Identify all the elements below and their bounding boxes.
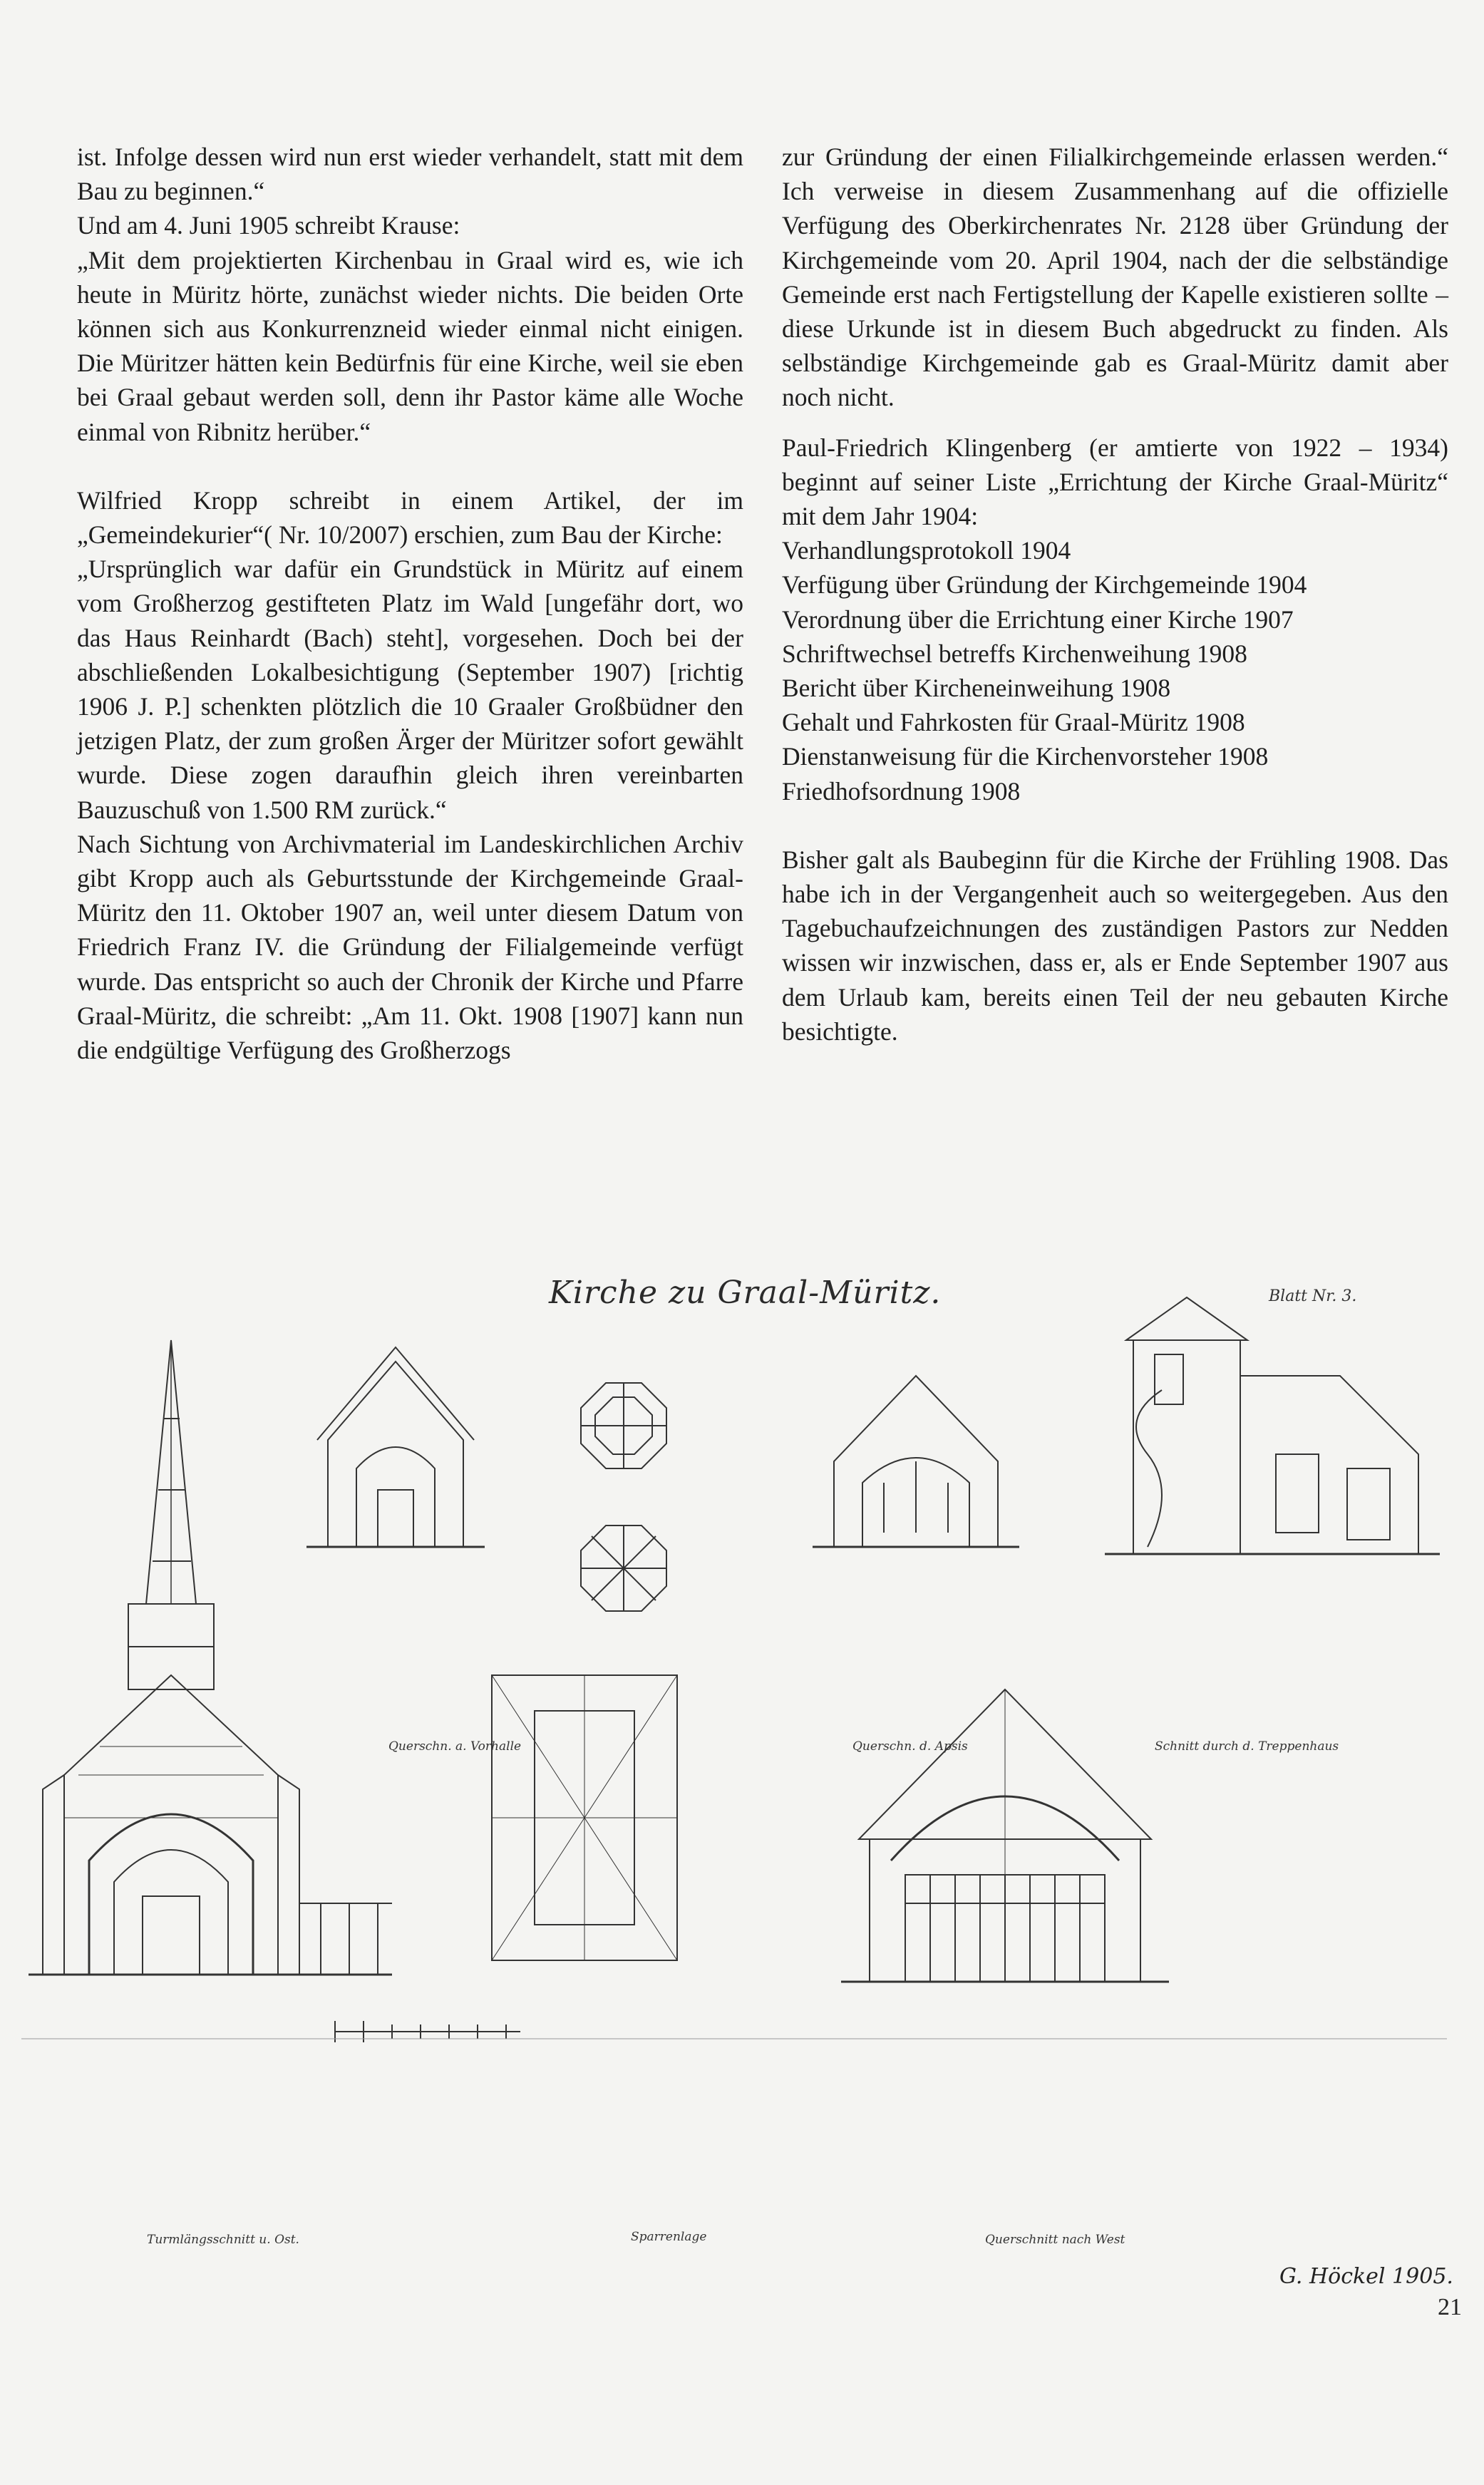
architect-signature: G. Höckel 1905. — [1279, 2264, 1453, 2289]
cross-section-west-drawing — [841, 1689, 1169, 1982]
list-item: Verordnung über die Errichtung einer Kirche 1907 — [782, 604, 1294, 634]
caption-tower-section: Turmlängsschnitt u. Ost. — [147, 2233, 299, 2247]
cross-section-hall-drawing — [306, 1347, 485, 1547]
sheet-number: Blatt Nr. 3. — [1269, 1287, 1357, 1305]
drawing-title: Kirche zu Graal-Müritz. — [549, 1275, 942, 1311]
paragraph: Bisher galt als Baubeginn für die Kirche der Frühling 1908. Das habe ich in der Vergangenheit auch so weitergegeben. Aus den Tagebuchaufzeichnungen des zuständigen Pastors zur Nedden wissen wir inzwischen, dass er, als er Ende September 1907 aus dem Urlaub kam, bereits einen Teil der neu gebauten Kirche besichtigte. — [782, 845, 1448, 1046]
caption-roof-plan: Sparrenlage — [631, 2230, 707, 2244]
list-item: Gehalt und Fahrkosten für Graal-Müritz 1908 — [782, 708, 1245, 737]
paragraph: Und am 4. Juni 1905 schreibt Krause: — [77, 211, 460, 240]
paragraph: zur Gründung der einen Filialkirchgemeinde erlassen werden.“ Ich verweise in diesem Zusammenhang auf die offizielle Verfügung des Oberkirchenrates Nr. 2128 über Gründung der Kirchgemeinde vom 20. April 1904, nach der die selbständige Gemeinde erst nach Fertigstellung der Kapelle existieren sollte – diese Urkunde ist in diesem Buch abgedruckt zu finden. Als selbständige Kirchgemeinde gab es Graal-Müritz damit aber noch nicht. — [782, 143, 1448, 412]
quote-paragraph: „Ursprünglich war dafür ein Grundstück in Müritz auf einem vom Großherzog gestifteten Platz im Wald [ungefähr dort, wo das Haus Reinhardt (Bach) steht], vorgesehen. Doch bei der abschließenden Lokalbesichtigung (September 1907) [richtig 1906 J. P.] schenkten plötzlich die 10 Graaler Großbüdner den jetzigen Platz, der zum großen Ärger der Müritzer sofort gewählt wurde. Diese zogen daraufhin gleich ihren vereinbarten Bauzuschuß von 1.500 RM zurück.“ — [77, 555, 743, 824]
document-list — [782, 533, 1448, 808]
list-item: Verfügung über Gründung der Kirchgemeinde 1904 — [782, 570, 1307, 600]
right-column — [782, 140, 1448, 1049]
list-item: Bericht über Kircheneinweihung 1908 — [782, 674, 1171, 703]
architectural-drawing — [21, 1276, 1461, 2288]
paragraph: Nach Sichtung von Archivmaterial im Landeskirchlichen Archiv gibt Kropp auch als Geburtsstunde der Kirchgemeinde Graal-Müritz den 11. Oktober 1907 an, weil unter diesem Datum von Friedrich Franz IV. die Gründung der Filialgemeinde verfügt wurde. Das entspricht so auch der Chronik der Kirche und Pfarre Graal-Müritz, die schreibt: „Am 11. Okt. 1908 [1907] kann nun die endgültige Verfügung des Großherzogs — [77, 829, 743, 1065]
tower-section-drawing — [29, 1340, 392, 1975]
paragraph: Wilfried Kropp schreibt in einem Artikel, der im „Gemeindekurier“( Nr. 10/2007) erschien, zum Bau der Kirche: — [77, 485, 743, 550]
caption-cross-section-apse: Querschn. d. Apsis — [852, 1739, 968, 1754]
stair-section-drawing — [1105, 1297, 1440, 1554]
list-item: Verhandlungsprotokoll 1904 — [782, 536, 1071, 565]
paragraph: ist. Infolge dessen wird nun erst wieder verhandelt, statt mit dem Bau zu beginnen.“ — [77, 143, 743, 206]
list-item: Dienstanweisung für die Kirchenvorsteher 1908 — [782, 742, 1269, 771]
list-item: Schriftwechsel betreffs Kirchenweihung 1908 — [782, 639, 1247, 668]
cross-section-apse-drawing — [813, 1376, 1019, 1547]
paragraph: Paul-Friedrich Klingenberg (er amtierte von 1922 – 1934) beginnt auf seiner Liste „Errichtung der Kirche Graal-Müritz“ mit dem Jahr 1904: — [782, 433, 1448, 531]
caption-cross-section-hall: Querschn. a. Vorhalle — [388, 1739, 522, 1754]
page-number: 21 — [1438, 2294, 1462, 2320]
quote-paragraph: „Mit dem projektierten Kirchenbau in Graal wird es, wie ich heute in Müritz hörte, zunächst wieder nichts. Die beiden Orte können sich aus Konkurrenzneid wieder einmal nicht einigen. Die Müritzer hätten kein Bedürfnis für eine Kirche, weil sie eben bei Graal gebaut werden soll, denn ihr Pastor käme alle Woche einmal von Ribnitz herüber.“ — [77, 245, 743, 446]
church-drawing-illustration — [21, 1276, 1461, 2288]
left-column — [77, 140, 743, 1067]
caption-cross-section-west: Querschnitt nach West — [985, 2233, 1125, 2247]
roof-plan-drawing — [492, 1675, 677, 1960]
list-item: Friedhofsordnung 1908 — [782, 776, 1021, 806]
octagon-plans — [581, 1383, 666, 1611]
caption-stair-section: Schnitt durch d. Treppenhaus — [1155, 1739, 1339, 1754]
